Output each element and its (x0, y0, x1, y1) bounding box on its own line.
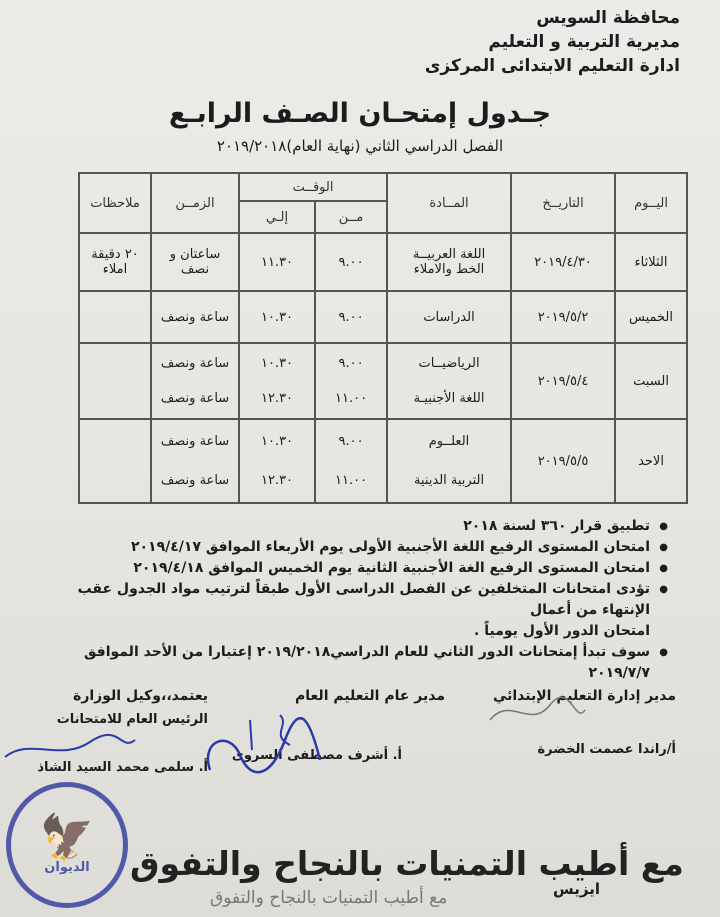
table-header-row (79, 173, 687, 201)
header-duration: الزمــن (151, 173, 239, 233)
note-item: ● تؤدى امتحانات المتخلفين عن الفصل الدراسى الأول طبقاً لترتيب مواد الجدول عقب الإنتهاء من أعمال (40, 579, 650, 621)
row-subject (387, 419, 511, 503)
time-value: ١١.٠٠ (334, 391, 368, 406)
header-date: التاريــخ (511, 173, 615, 233)
row-to: ١٠.٣٠ (239, 291, 315, 343)
document-subtitle: الفصل الدراسي الثاني (نهاية العام)٢٠١٩/٢٠١٨ (216, 137, 504, 155)
duration-value: ساعة ونصف (160, 391, 230, 406)
row-date: ٢٠١٩/٥/٥ (511, 419, 615, 503)
row-to: ١١.٣٠ (239, 233, 315, 291)
row-day: الاحد (615, 419, 687, 503)
stamp-text: الديوان (44, 859, 90, 875)
row-day: الثلاثاء (615, 233, 687, 291)
row-from: ٩.٠٠ (315, 291, 387, 343)
time-value: ١٠.٣٠ (260, 356, 294, 371)
row-duration (151, 419, 239, 503)
duration-value: ساعة ونصف (160, 356, 230, 371)
duration-value: ساعة ونصف (160, 473, 230, 488)
header-to: إلـي (239, 201, 315, 233)
header-notes: ملاحظات (79, 173, 151, 233)
row-from (315, 343, 387, 419)
row-duration: ساعة ونصف (151, 291, 239, 343)
note-item: ● امتحان المستوى الرفيع الغة الأجنبية الثانية يوم الخميس الموافق ٢٠١٩/٤/١٨ (40, 558, 650, 579)
table-row (79, 233, 687, 291)
time-value: ١٢.٣٠ (260, 391, 294, 406)
subject-line: العلــوم (428, 434, 470, 449)
handwritten-signature-right (480, 690, 590, 740)
signature-left-subtitle: الرئيس العام للامتحانات (56, 712, 208, 727)
table-row (79, 291, 687, 343)
note-item: ● تطبيق قرار ٣٦٠ لسنة ٢٠١٨ (40, 516, 650, 537)
header-time: الوقــت (239, 173, 387, 201)
row-day: الخميس (615, 291, 687, 343)
row-date: ٢٠١٩/٤/٣٠ (511, 233, 615, 291)
header-subject: المــادة (387, 173, 511, 233)
note-item: ● سوف تبدأ إمتحانات الدور الثاني للعام الدراسي٢٠١٩/٢٠١٨ إعتبارا من الأحد الموافق ٢٠١٩/٧/٧ (40, 642, 650, 684)
subject-line: التربية الدينية (413, 473, 485, 488)
notes-section (40, 516, 668, 684)
time-value: ٩.٠٠ (338, 434, 364, 449)
row-date: ٢٠١٩/٥/٤ (511, 343, 615, 419)
row-from: ٩.٠٠ (315, 233, 387, 291)
signature-middle-name: أ. أشرف مصطفى السروى (231, 748, 402, 763)
row-duration: ساعتان و نصف (151, 233, 239, 291)
row-note (79, 291, 151, 343)
footer-right-text: ايزيس (553, 880, 600, 898)
header-from: مــن (315, 201, 387, 233)
time-value: ٩.٠٠ (338, 356, 364, 371)
header-administration: ادارة التعليم الابتدائى المركزى (424, 56, 680, 76)
duration-value: ساعة ونصف (160, 434, 230, 449)
subject-line: الرياضيــات (418, 356, 480, 371)
row-subject: الدراسات (387, 291, 511, 343)
row-to (239, 419, 315, 503)
subject-line: اللغة العربيــة (412, 247, 486, 262)
time-value: ١٠.٣٠ (260, 434, 294, 449)
row-subject (387, 233, 511, 291)
signature-middle-title: مدير عام التعليم العام (295, 688, 445, 704)
table-row (79, 419, 687, 503)
table-row (79, 343, 687, 419)
document-title: جـدول إمتحـان الصـف الرابـع (168, 98, 552, 129)
row-note: ٢٠ دقيقة املاء (79, 233, 151, 291)
note-item: ● امتحان المستوى الرفيع اللغة الأجنبية الأولى يوم الأربعاء الموافق ٢٠١٩/٤/١٧ (40, 537, 650, 558)
handwritten-signature-middle (190, 700, 340, 790)
official-stamp (6, 782, 128, 908)
header-governorate: محافظة السويس (536, 8, 680, 28)
row-to (239, 343, 315, 419)
subject-line: الخط والاملاء (413, 262, 485, 277)
row-subject (387, 343, 511, 419)
time-value: ١١.٠٠ (334, 473, 368, 488)
header-block (425, 6, 680, 78)
subject-line: اللغة الأجنبيـة (413, 391, 485, 406)
header-directorate: مديرية التربية و التعليم (488, 32, 680, 52)
row-duration (151, 343, 239, 419)
footer-slogan: مع أطيب التمنيات بالنجاح والتفوق (130, 844, 684, 883)
footer-slogan-echo: مع أطيب التمنيات بالنجاح والتفوق (210, 888, 448, 908)
signature-right-title: مدير إدارة التعليم الإبتدائي (492, 688, 676, 704)
row-date: ٢٠١٩/٥/٢ (511, 291, 615, 343)
note-item-continuation: امتحان الدور الأول يومياً . (474, 623, 650, 639)
signature-right-name: أ/راندا عصمت الخضرة (537, 742, 676, 757)
time-value: ١٢.٣٠ (260, 473, 294, 488)
row-note (79, 343, 151, 419)
eagle-emblem-icon: 🦅 (39, 811, 95, 863)
header-day: اليــوم (615, 173, 687, 233)
handwritten-signature-left (0, 722, 140, 772)
signature-left-title: يعتمد،،وكيل الوزارة (73, 688, 208, 704)
row-from (315, 419, 387, 503)
schedule-table (78, 172, 688, 504)
signature-left-name: أ. سلمى محمد السيد الشاذ (37, 760, 208, 775)
row-note (79, 419, 151, 503)
row-day: السبت (615, 343, 687, 419)
